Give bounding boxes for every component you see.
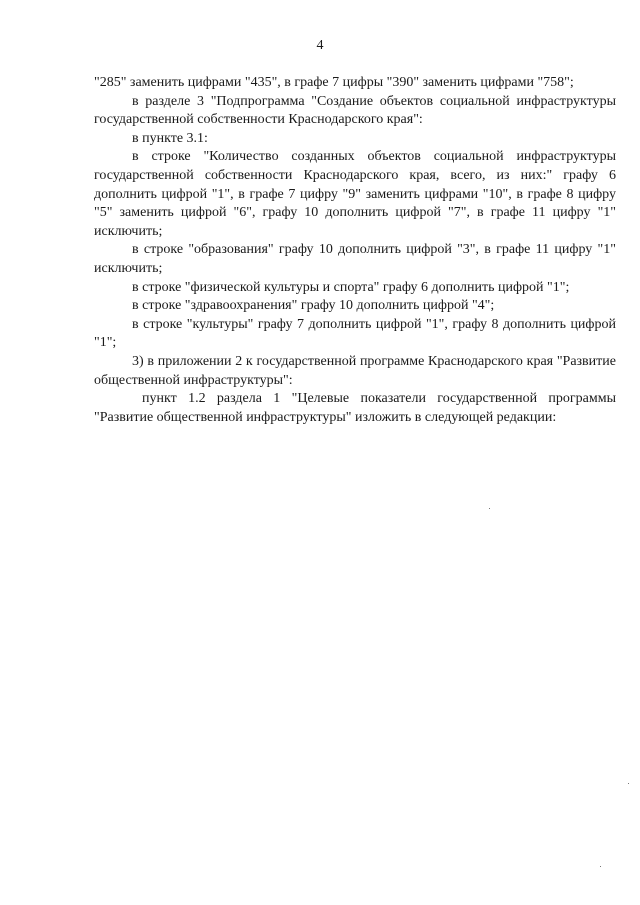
- paragraph-4: в строке "Количество созданных объектов социальной инфраструктуры государственной собственности Краснодарского края, всего, из них:" графу 6 дополнить цифрой "1", в графе 7 цифру "9" заменить цифрами "10", в графе 8 цифру "5" заменить цифрой "6", графу 10 дополнить цифрой "7", в графе 11 цифру "1" исключить;: [94, 149, 616, 239]
- paragraph-5: в строке "образования" графу 10 дополнить цифрой "3", в графе 11 цифру "1" исключить;: [94, 242, 616, 276]
- paragraph-6: в строке "физической культуры и спорта" графу 6 дополнить цифрой "1";: [132, 279, 570, 295]
- paragraph-9: 3) в приложении 2 к государственной программе Краснодарского края "Развитие общественной инфраструктуры":: [94, 353, 616, 388]
- scan-speck: [628, 783, 629, 784]
- paragraph-7: в строке "здравоохранения" графу 10 дополнить цифрой "4";: [132, 298, 495, 314]
- paragraph-1: "285" заменить цифрами "435", в графе 7 цифры "390" заменить цифрами "758";: [94, 75, 574, 90]
- paragraph-3: в пункте 3.1:: [132, 130, 208, 146]
- paragraph-8: в строке "культуры" графу 7 дополнить цифрой "1", графу 8 дополнить цифрой "1";: [94, 316, 616, 351]
- document-body: [94, 74, 616, 427]
- page-number: 4: [316, 38, 324, 53]
- scan-speck: [600, 866, 601, 867]
- scan-speck: [489, 508, 490, 509]
- paragraph-10: пункт 1.2 раздела 1 "Целевые показатели государственной программы "Развитие общественной инфраструктуры" изложить в следующей редакции:: [94, 391, 616, 425]
- paragraph-2: в разделе 3 "Подпрограмма "Создание объектов социальной инфраструктуры государственной собственности Краснодарского края":: [94, 93, 616, 128]
